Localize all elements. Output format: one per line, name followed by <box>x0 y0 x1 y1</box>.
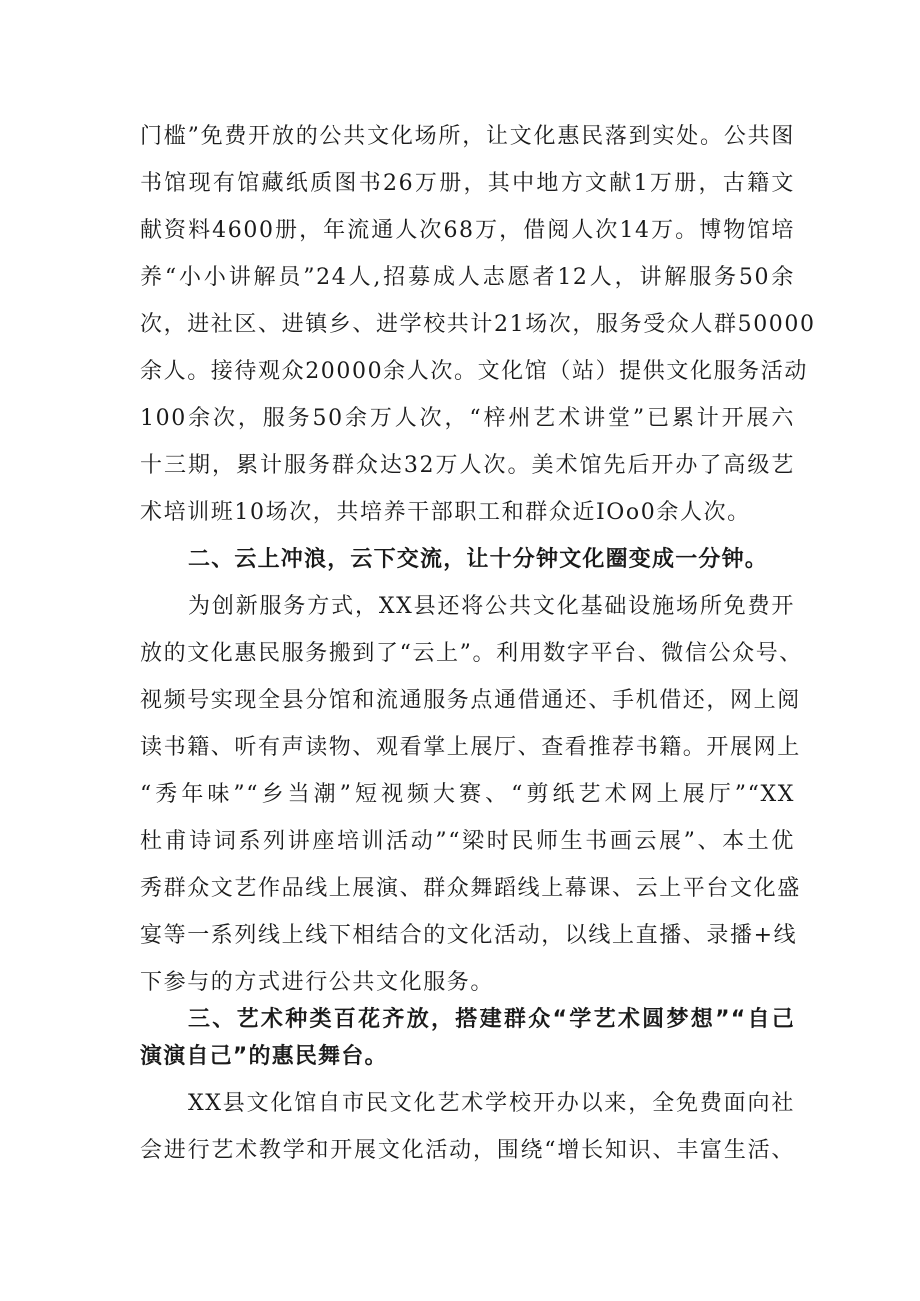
body-text-line: 门槛”免费开放的公共文化场所，让文化惠民落到实处。公共图 <box>140 124 795 149</box>
body-text-line: 献资料4600册，年流通人次68万，借阅人次14万。博物馆培 <box>140 218 795 243</box>
body-text-line: 为创新服务方式，XX县还将公共文化基础设施场所免费开 <box>188 594 795 619</box>
body-text-line: 会进行艺术教学和开展文化活动，围绕“增长知识、丰富生活、 <box>140 1138 795 1163</box>
section-heading-2: 二、云上冲浪，云下交流，让十分钟文化圈变成一分钟。 <box>188 547 769 572</box>
body-text-line: 余人。接待观众20000余人次。文化馆（站）提供文化服务活动 <box>140 359 808 384</box>
body-text-line: 下参与的方式进行公共文化服务。 <box>140 970 495 995</box>
body-text-line: 读书籍、听有声读物、观看掌上展厅、查看推荐书籍。开展网上 <box>140 735 801 760</box>
body-text-line: 杜甫诗词系列讲座培训活动”“梁时民师生书画云展”、本土优 <box>140 829 795 854</box>
body-text-line: 次，进社区、进镇乡、进学校共计21场次，服务受众人群50000 <box>140 312 816 337</box>
body-text-line: 术培训班10场次，共培养干部职工和群众近IOo0余人次。 <box>140 500 751 525</box>
body-text-line: XX县文化馆自市民文化艺术学校开办以来，全免费面向社 <box>188 1091 795 1116</box>
section-heading-3: 三、艺术种类百花齐放，搭建群众“学艺术圆梦想”“自己 <box>188 1007 795 1032</box>
body-text-line: 视频号实现全县分馆和流通服务点通借通还、手机借还，网上阅 <box>140 688 801 713</box>
body-text-line: 秀群众文艺作品线上展演、群众舞蹈线上幕课、云上平台文化盛 <box>140 876 801 901</box>
body-text-line: 书馆现有馆藏纸质图书26万册，其中地方文献1万册，古籍文 <box>140 171 795 196</box>
body-text-line: 放的文化惠民服务搬到了“云上”。利用数字平台、微信公众号、 <box>140 641 803 666</box>
body-text-line: 十三期，累计服务群众达32万人次。美术馆先后开办了高级艺 <box>140 453 795 478</box>
section-heading-3-cont: 演演自己”的惠民舞台。 <box>140 1044 388 1069</box>
body-text-line: 100余次，服务50余万人次，“梓州艺术讲堂”已累计开展六 <box>140 406 795 431</box>
body-text-line: 宴等一系列线上线下相结合的文化活动，以线上直播、录播+线 <box>140 923 798 948</box>
body-text-line: 养“小小讲解员”24人,招募成人志愿者12人，讲解服务50余 <box>140 265 795 290</box>
body-text-line: “秀年味”“乡当潮”短视频大赛、“剪纸艺术网上展厅”“XX <box>140 782 795 807</box>
